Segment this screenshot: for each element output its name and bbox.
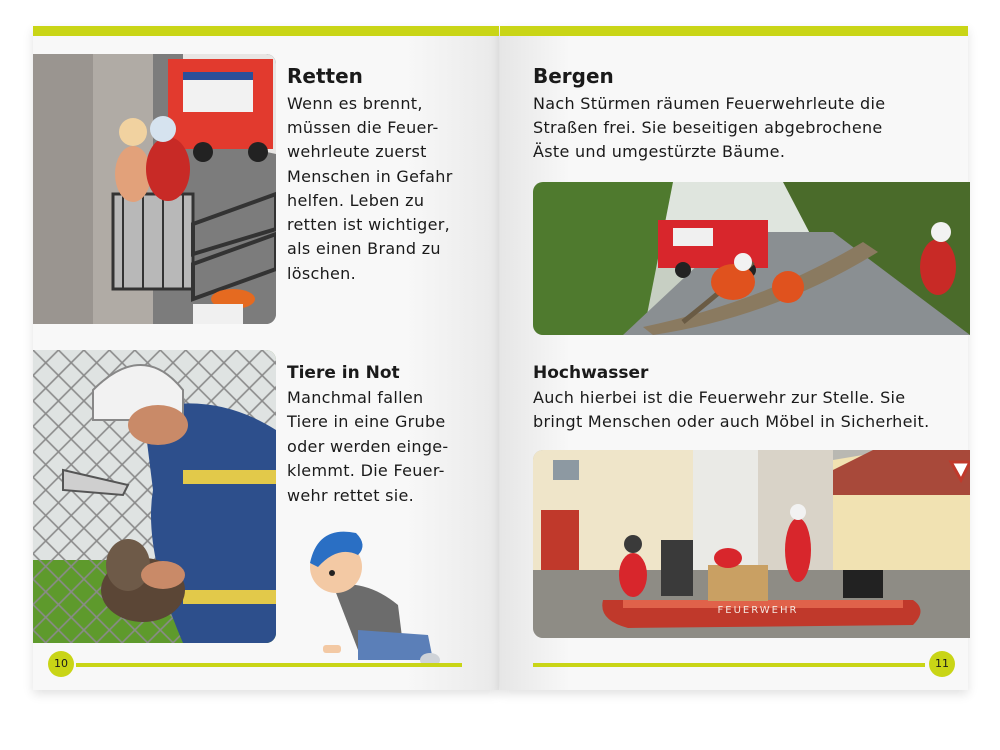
text-line: wehr rettet sie.: [287, 486, 415, 505]
section-title-bergen: Bergen: [533, 64, 614, 88]
text-line: Tiere in eine Grube: [287, 412, 446, 431]
text-line: Äste und umgestürzte Bäume.: [533, 142, 786, 161]
dog-rescue-illustration: [33, 350, 276, 643]
right-top-bar: [500, 26, 968, 36]
page-number-left: 10: [48, 651, 74, 677]
section-title-hochwasser: Hochwasser: [533, 363, 649, 383]
text-line: Wenn es brennt,: [287, 94, 423, 113]
flood-boat-illustration: [533, 450, 970, 638]
dog-rescue-drawing: [33, 350, 276, 643]
text-line: helfen. Leben zu: [287, 191, 425, 210]
section-title-retten: Retten: [287, 64, 363, 88]
text-line: Nach Stürmen räumen Feuerwehrleute die: [533, 94, 886, 113]
text-line: müssen die Feuer-: [287, 118, 439, 137]
text-line: als einen Brand zu: [287, 239, 441, 258]
kid-character-drawing: [298, 525, 443, 670]
flood-boat-drawing: [533, 450, 970, 638]
rescue-ladder-illustration: [33, 54, 276, 324]
boat-label: FEUERWEHR: [717, 605, 799, 616]
kid-character-illustration: [298, 525, 443, 670]
text-line: Auch hierbei ist die Feuerwehr zur Stelle. Sie: [533, 388, 906, 407]
text-line: Straßen frei. Sie beseitigen abgebrochene: [533, 118, 883, 137]
text-line: löschen.: [287, 264, 356, 283]
fallen-tree-drawing: [533, 182, 970, 335]
rescue-ladder-drawing: [33, 54, 276, 324]
text-line: Menschen in Gefahr: [287, 167, 453, 186]
fallen-tree-illustration: [533, 182, 970, 335]
text-line: wehrleute zuerst: [287, 142, 427, 161]
left-top-bar: [33, 26, 499, 36]
page-number-right: 11: [929, 651, 955, 677]
text-line: bringt Menschen oder auch Möbel in Sicherheit.: [533, 412, 930, 431]
left-footer-line: [76, 663, 462, 667]
text-line: klemmt. Die Feuer-: [287, 461, 445, 480]
text-line: Manchmal fallen: [287, 388, 424, 407]
text-line: retten ist wichtiger,: [287, 215, 450, 234]
section-title-tiere-in-not: Tiere in Not: [287, 363, 400, 383]
text-line: oder werden einge-: [287, 437, 449, 456]
right-footer-line: [533, 663, 925, 667]
